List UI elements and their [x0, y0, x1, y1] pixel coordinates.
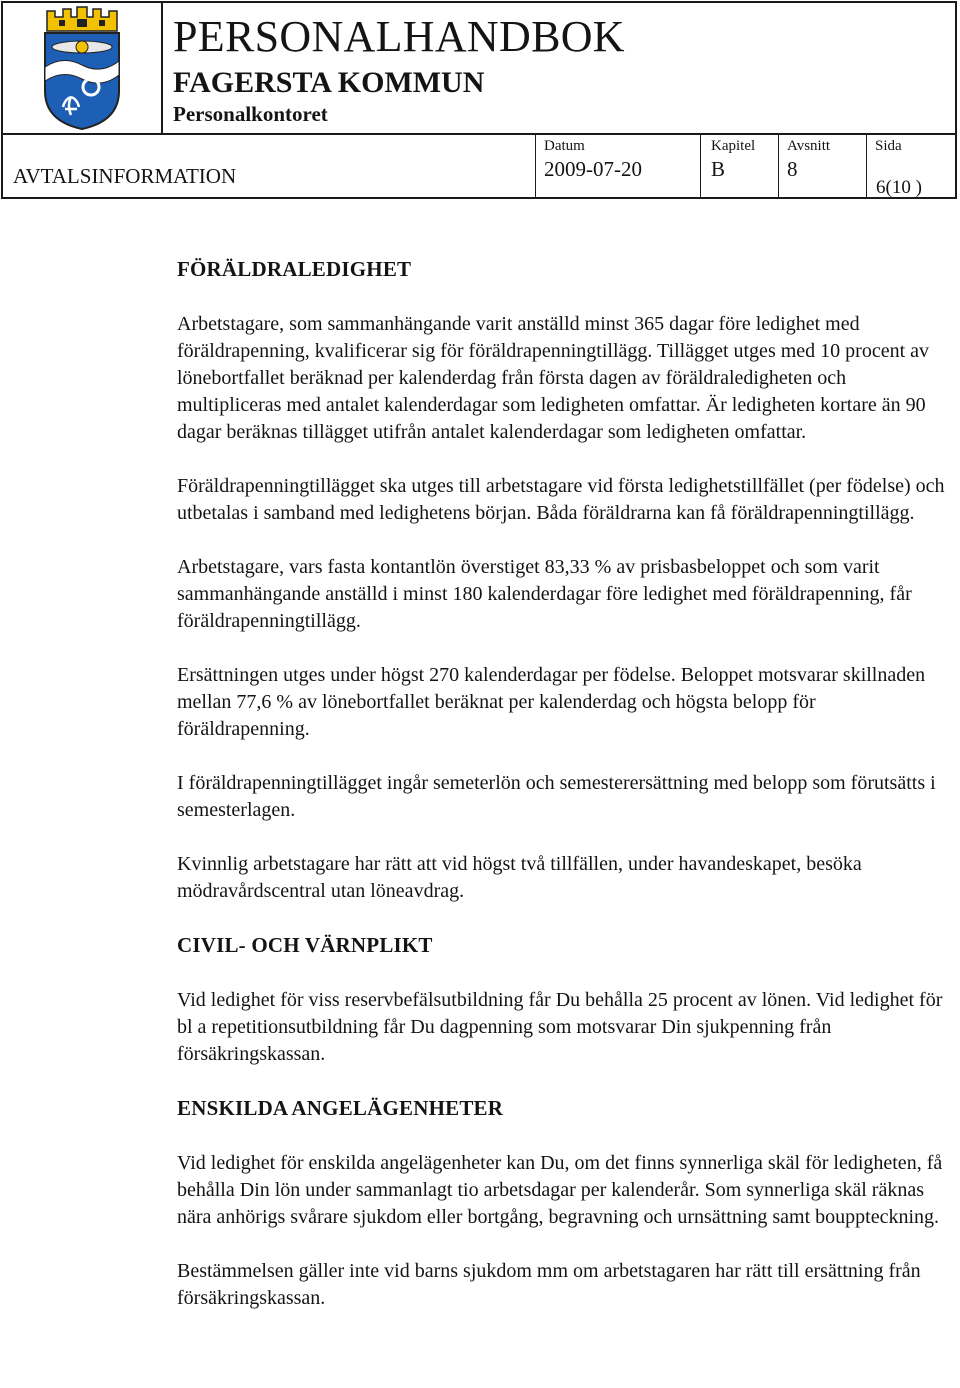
paragraph: Vid ledighet för viss reservbefälsutbildning får Du behålla 25 procent av lönen. Vid ledighet för bl a repetitionsutbildning får Du dagpenning som motsvarar Din sjukpenning från försäkringskassan.: [177, 989, 943, 1065]
section-heading: CIVIL- OCH VÄRNPLIKT: [177, 933, 433, 957]
document-type: AVTALSINFORMATION: [13, 164, 237, 188]
paragraph: Vid ledighet för enskilda angelägenheter kan Du, om det finns synnerliga skäl för ledigheten, få behålla Din lön under sammanlagt tio arbetsdagar per kalenderår. Som synnerliga skäl räknas nära anhörigs svårare sjukdom eller bortgång, begravning och urnsättning samt bouppteckning.: [177, 1152, 943, 1228]
header-column-divider: [866, 133, 867, 199]
paragraph: Arbetstagare, vars fasta kontantlön överstiget 83,33 % av prisbasbeloppet och som varit sammanhängande anställd i minst 180 kalenderdagar före ledighet med föräldrapenning, får föräldrapenningtillägg.: [177, 556, 912, 632]
logo-cell: [3, 3, 163, 133]
paragraph: Bestämmelsen gäller inte vid barns sjukdom mm om arbetstagaren har rätt till ersättning från försäkringskassan.: [177, 1260, 921, 1309]
section-heading: FÖRÄLDRALEDIGHET: [177, 257, 412, 281]
chapter-value: B: [711, 157, 726, 181]
paragraph: Kvinnlig arbetstagare har rätt att vid högst två tillfällen, under havandeskapet, besöka mödravårdscentral utan löneavdrag.: [177, 853, 862, 902]
paragraph: I föräldrapenningtillägget ingår semeterlön och semesterersättning med belopp som förutsätts i semesterlagen.: [177, 772, 936, 821]
office-name: Personalkontoret: [173, 102, 328, 126]
header-column-divider: [535, 133, 536, 199]
section-heading: ENSKILDA ANGELÄGENHETER: [177, 1096, 504, 1120]
date-label: Datum: [544, 138, 585, 154]
paragraph: Ersättningen utges under högst 270 kalenderdagar per födelse. Beloppet motsvarar skillnaden mellan 77,6 % av lönebortfallet beräknat per kalenderdag och högsta belopp för föräldrapenning.: [177, 664, 926, 740]
date-value: 2009-07-20: [544, 157, 642, 181]
header-column-divider: [700, 133, 701, 199]
document-body: [177, 256, 949, 1339]
organization-name: FAGERSTA KOMMUN: [173, 66, 485, 99]
header-divider: [3, 133, 955, 135]
paragraph: Föräldrapenningtillägget ska utges till arbetstagare vid första ledighetstillfället (per födelse) och utbetalas i samband med ledighetens början. Båda föräldrarna kan få föräldrapenningtillägg.: [177, 475, 945, 524]
section-value: 8: [787, 157, 798, 181]
header-column-divider: [778, 133, 779, 199]
handbook-title: PERSONALHANDBOK: [173, 12, 625, 61]
document-header: [1, 1, 957, 199]
paragraph: Arbetstagare, som sammanhängande varit anställd minst 365 dagar före ledighet med föräldrapenning, kvalificerar sig för föräldrapenningtillägg. Tillägget utges med 10 procent av lönebortfallet beräknad per kalenderdag från första dagen av föräldraledigheten och multipliceras med antalet kalenderdagar som ledigheten omfattar. Är ledigheten kortare än 90 dagar beräknas tillägget utifrån antalet kalenderdagar som ledigheten omfattar.: [177, 313, 930, 443]
section-label: Avsnitt: [787, 138, 831, 154]
chapter-label: Kapitel: [711, 138, 756, 154]
page-label: Sida: [875, 138, 902, 154]
page-value: 6(10 ): [876, 177, 922, 198]
fagersta-coat-of-arms-icon: [41, 5, 123, 131]
